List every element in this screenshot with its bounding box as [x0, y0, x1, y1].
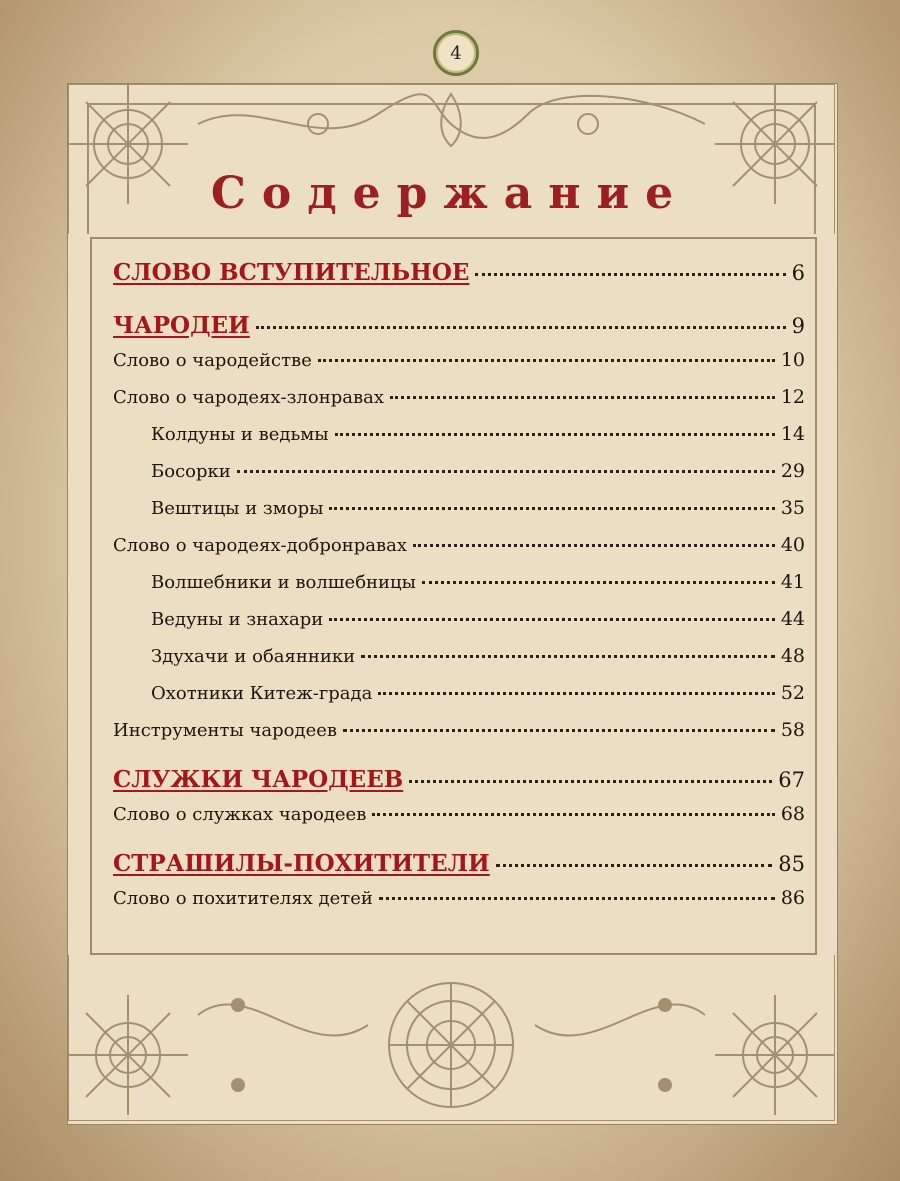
toc-entry-title: Слово о чародеях-добронравах — [113, 535, 407, 556]
toc-entry-title: СТРАШИЛЫ-ПОХИТИТЕЛИ — [113, 850, 490, 877]
toc-entry-page: 41 — [780, 571, 805, 593]
toc-entry-page: 12 — [780, 386, 805, 408]
page-number: 4 — [450, 42, 462, 64]
toc-entry-title: Слово о служках чародеев — [113, 804, 367, 825]
toc-entry[interactable] — [113, 386, 805, 408]
content-border — [90, 237, 817, 955]
toc-entry-page: 68 — [780, 803, 805, 825]
toc-entry-page: 86 — [780, 887, 805, 909]
toc-entry[interactable] — [151, 645, 805, 667]
dot-leader — [372, 813, 774, 816]
dot-leader — [343, 729, 775, 732]
toc-entry-title: Слово о чародействе — [113, 350, 312, 371]
toc-entry[interactable] — [151, 571, 805, 593]
dot-leader — [496, 864, 773, 867]
toc-entry-page: 10 — [780, 349, 805, 371]
toc-entry-title: Босорки — [151, 461, 231, 482]
toc-entry[interactable] — [113, 766, 805, 793]
toc-entry-title: Слово о чародеях-злонравах — [113, 387, 384, 408]
dot-leader — [422, 581, 775, 584]
toc-entry[interactable] — [113, 850, 805, 877]
toc-entry-page: 6 — [791, 261, 805, 285]
page-title: Содержание — [210, 168, 690, 219]
toc-entry-page: 44 — [780, 608, 805, 630]
dot-leader — [378, 692, 774, 695]
toc-entry[interactable] — [151, 608, 805, 630]
dot-leader — [335, 433, 775, 436]
dot-leader — [413, 544, 775, 547]
toc-entry-title: СЛОВО ВСТУПИТЕЛЬНОЕ — [113, 259, 470, 286]
dot-leader — [318, 359, 775, 362]
toc-entry-title: Волшебники и волшебницы — [151, 572, 416, 593]
bottom-ornament — [68, 955, 835, 1121]
toc-entry-title: Ведуны и знахари — [151, 609, 324, 630]
toc-entry-page: 58 — [780, 719, 805, 741]
toc-entry-page: 35 — [780, 497, 805, 519]
dot-leader — [256, 326, 786, 329]
toc-entry[interactable] — [113, 259, 805, 286]
toc-entry[interactable] — [113, 887, 805, 909]
toc-entry[interactable] — [151, 497, 805, 519]
toc-entry-page: 40 — [780, 534, 805, 556]
toc-entry[interactable] — [113, 312, 805, 339]
toc-entry-title: Слово о похитителях детей — [113, 888, 373, 909]
toc-entry-title: Вештицы и зморы — [151, 498, 324, 519]
toc-entry-title: СЛУЖКИ ЧАРОДЕЕВ — [113, 766, 404, 793]
toc-entry-page: 9 — [791, 314, 805, 338]
toc-entry-page: 48 — [780, 645, 805, 667]
toc-entry-title: Охотники Китеж-града — [151, 683, 373, 704]
dot-leader — [361, 655, 775, 658]
toc-entry-page: 52 — [780, 682, 805, 704]
dot-leader — [329, 507, 774, 510]
toc-entry-title: Колдуны и ведьмы — [151, 424, 329, 445]
dot-leader — [237, 470, 775, 473]
toc-entry[interactable] — [151, 423, 805, 445]
toc-entry[interactable] — [113, 534, 805, 556]
toc-entry[interactable] — [113, 349, 805, 371]
toc-entry[interactable] — [113, 803, 805, 825]
toc-entry-page: 67 — [778, 768, 805, 792]
toc-entry-title: Инструменты чародеев — [113, 720, 338, 741]
dot-leader — [475, 273, 785, 276]
toc-entry-title: Здухачи и обаянники — [151, 646, 356, 667]
toc-entry[interactable] — [151, 682, 805, 704]
toc-entry[interactable] — [151, 460, 805, 482]
toc-entry-page: 85 — [778, 852, 805, 876]
dot-leader — [390, 396, 775, 399]
page-number-badge — [433, 30, 479, 76]
toc-entry[interactable] — [113, 719, 805, 741]
dot-leader — [409, 780, 772, 783]
toc-entry-title: ЧАРОДЕИ — [113, 312, 250, 339]
toc-entry-page: 14 — [780, 423, 805, 445]
dot-leader — [329, 618, 775, 621]
dot-leader — [379, 897, 775, 900]
toc-entry-page: 29 — [780, 460, 805, 482]
